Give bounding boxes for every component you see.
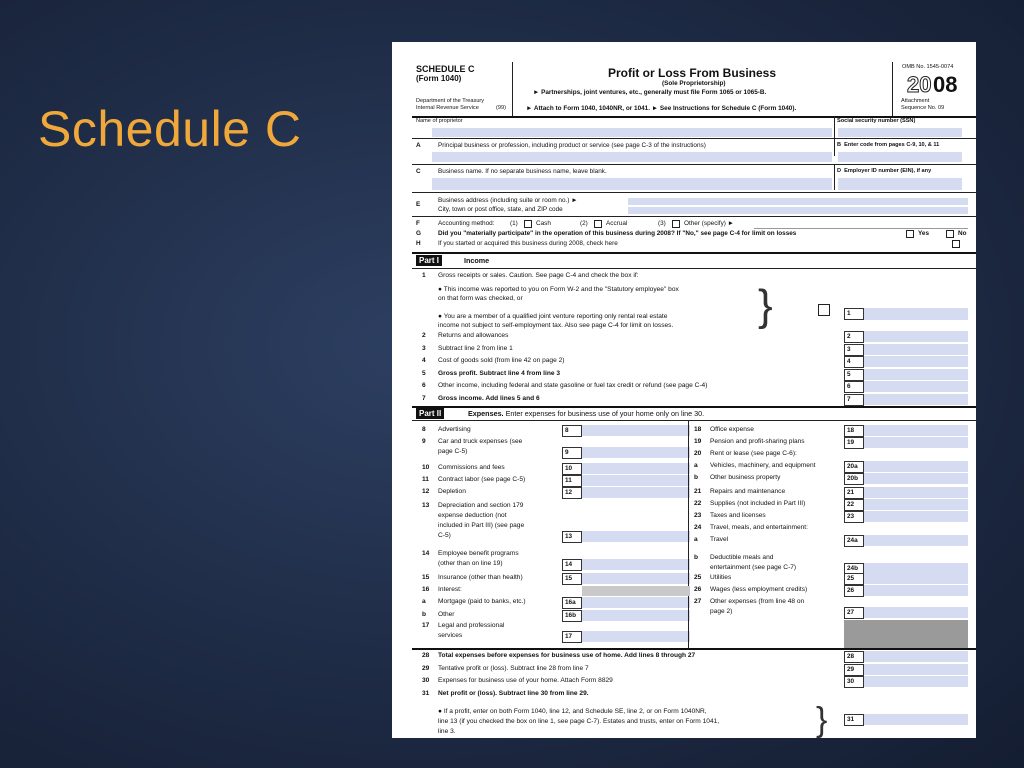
expense-line-text-cont: included in Part III) (see page: [438, 522, 525, 529]
expense-line-text: Repairs and maintenance: [710, 488, 786, 495]
expense-line-box: 12: [562, 487, 582, 499]
form-subtitle: (Sole Proprietorship): [662, 80, 726, 87]
part1-title: Income: [464, 256, 490, 265]
line-1-brace: }: [758, 281, 773, 330]
form-year-bold: 08: [933, 72, 958, 97]
expense-amount-field[interactable]: [582, 559, 690, 570]
expense-line-box: 26: [844, 585, 864, 597]
expense-line-num: b: [422, 611, 427, 618]
line-1-bullet-2b: income not subject to self-employment tax. Also see page C-4 for limit on losses.: [438, 322, 674, 329]
expense-line-num: 27: [694, 598, 702, 605]
address-field[interactable]: [628, 198, 968, 205]
expense-amount-field[interactable]: [864, 573, 968, 584]
expense-amount-field[interactable]: [582, 425, 690, 436]
expense-amount-field[interactable]: [864, 437, 968, 448]
expense-line-num: 24: [694, 524, 702, 531]
line-1-num: 1: [422, 272, 426, 279]
expense-amount-field[interactable]: [582, 610, 690, 621]
expense-line-text: Employee benefit programs: [438, 550, 519, 557]
line-1-amount[interactable]: [864, 308, 968, 320]
line-1-bullet-1b: on that form was checked, or: [438, 295, 523, 302]
schedule-c-form-image: [392, 42, 976, 738]
line-1-text: Gross receipts or sales. Caution. See page C-4 and check the box if:: [438, 272, 639, 279]
total-line-box: 28: [844, 651, 864, 663]
form-irs-code: (99): [496, 105, 506, 111]
line-a-text: Principal business or profession, including product or service (see page C-3 of the instructions): [438, 142, 706, 149]
line-box: 6: [844, 381, 864, 393]
form-note-1: ► Partnerships, joint ventures, etc., generally must file Form 1065 or 1065-B.: [533, 89, 767, 96]
total-line-num: 31: [422, 690, 430, 697]
line-text: Other income, including federal and state gasoline or fuel tax credit or refund (see page C-4): [438, 382, 708, 389]
form-schedule-name: SCHEDULE C: [416, 64, 475, 74]
expense-line-text: Other expenses (from line 48 on: [710, 598, 805, 605]
expense-amount-field[interactable]: [582, 597, 690, 608]
line-box: 5: [844, 369, 864, 381]
g-yes-label: Yes: [918, 230, 930, 237]
participate-yes-checkbox[interactable]: [906, 230, 914, 238]
expense-line-text: Other business property: [710, 474, 781, 481]
total-line-num: 29: [422, 665, 430, 672]
line-d-text: D Employer ID number (EIN), if any: [837, 168, 932, 174]
expense-line-num: 26: [694, 586, 702, 593]
expense-line-box: 8: [562, 425, 582, 437]
form-title: Profit or Loss From Business: [608, 66, 777, 80]
expense-amount-field[interactable]: [864, 535, 968, 546]
ssn-field[interactable]: [838, 128, 962, 137]
expense-line-text: Deductible meals and: [710, 554, 774, 561]
expense-line-num: a: [694, 536, 698, 543]
expense-line-num: 20: [694, 450, 702, 457]
ein-field[interactable]: [838, 178, 962, 190]
line-31-bullet-3: line 3.: [438, 728, 456, 735]
line-f-text: Accounting method:: [438, 220, 495, 227]
expense-line-box: 27: [844, 607, 864, 619]
expense-line-text-cont: services: [438, 632, 463, 639]
expense-line-text: Taxes and licenses: [710, 512, 766, 519]
line-box: 7: [844, 394, 864, 406]
total-line-text: Expenses for business use of your home. Attach Form 8829: [438, 677, 613, 684]
name-label: Name of proprietor: [416, 118, 463, 124]
part2-label: Part II: [416, 408, 444, 419]
form-irs: Internal Revenue Service: [416, 105, 479, 111]
expense-line-text: Contract labor (see page C-5): [438, 476, 526, 483]
expense-line-text: Rent or lease (see page C-6):: [710, 450, 797, 457]
form-dept: Department of the Treasury: [416, 98, 485, 104]
form-sequence: Sequence No. 09: [901, 105, 945, 111]
expense-line-text: Legal and professional: [438, 622, 505, 629]
total-line-num: 30: [422, 677, 430, 684]
expense-line-num: 17: [422, 622, 430, 629]
f-opt3-label: (3): [658, 220, 666, 227]
expense-line-box: 16b: [562, 610, 582, 622]
cash-checkbox[interactable]: [524, 220, 532, 228]
business-code-field[interactable]: [838, 152, 962, 162]
expense-line-box: 21: [844, 487, 864, 499]
expense-line-num: 18: [694, 426, 702, 433]
expense-line-box: 14: [562, 559, 582, 571]
expense-amount-field[interactable]: [864, 461, 968, 472]
part2-divider: [688, 420, 689, 648]
expense-line-box: 24a: [844, 535, 864, 547]
expense-line-num: 15: [422, 574, 430, 581]
line-num: 7: [422, 394, 426, 402]
participate-no-checkbox[interactable]: [946, 230, 954, 238]
accrual-label: Accrual: [606, 220, 628, 227]
line-h-letter: H: [416, 240, 421, 247]
line-num: 3: [422, 344, 426, 352]
expense-amount-field[interactable]: [582, 463, 690, 474]
line-a-letter: A: [416, 142, 421, 149]
line-num: 5: [422, 369, 426, 377]
line-text: Gross income. Add lines 5 and 6: [438, 394, 540, 402]
expense-line-text: Pension and profit-sharing plans: [710, 438, 805, 445]
expense-line-text: Depreciation and section 179: [438, 502, 524, 509]
expense-line-text: Travel: [710, 536, 729, 543]
line-amount-field[interactable]: [864, 344, 968, 355]
expense-line-box: 20b: [844, 473, 864, 485]
expense-line-text: Depletion: [438, 488, 466, 495]
expense-line-num: 13: [422, 502, 430, 509]
expense-line-text-cont: (other than on line 19): [438, 560, 503, 567]
total-line-num: 28: [422, 652, 430, 659]
line-g-text: Did you "materially participate" in the operation of this business during 2008? If "No," see page C-4 for limit on losses: [438, 230, 797, 237]
shaded-block: [582, 586, 690, 596]
expense-line-box: 22: [844, 499, 864, 511]
expense-line-num: a: [694, 462, 698, 469]
line-h-text: If you started or acquired this business during 2008, check here: [438, 240, 618, 247]
line-g-letter: G: [416, 230, 421, 237]
expense-line-box: 13: [562, 531, 582, 543]
expense-line-text: Travel, meals, and entertainment:: [710, 524, 808, 531]
expense-line-text-cont: C-5): [438, 532, 451, 539]
expense-line-box: 23: [844, 511, 864, 523]
expense-line-text: Interest:: [438, 586, 462, 593]
total-amount-field[interactable]: [864, 676, 968, 687]
line-num: 4: [422, 357, 426, 364]
expense-amount-field[interactable]: [864, 425, 968, 436]
expense-line-text: Insurance (other than health): [438, 574, 523, 581]
total-amount-field[interactable]: [864, 664, 968, 675]
expense-line-num: 12: [422, 488, 430, 495]
started-business-checkbox[interactable]: [952, 240, 960, 248]
total-line-text: Total expenses before expenses for business use of home. Add lines 8 through 27: [438, 652, 696, 659]
line-box: 3: [844, 344, 864, 356]
expense-line-num: 25: [694, 574, 702, 581]
expense-line-num: b: [694, 474, 699, 481]
expense-line-text: Office expense: [710, 426, 754, 433]
total-amount-field[interactable]: [864, 714, 968, 725]
expense-line-num: 16: [422, 586, 430, 593]
line-31-brace: }: [816, 701, 828, 738]
cash-label: Cash: [536, 220, 551, 227]
expense-amount-field[interactable]: [864, 511, 968, 522]
expense-line-text: Car and truck expenses (see: [438, 438, 523, 445]
line-num: 6: [422, 382, 426, 389]
expense-line-num: 14: [422, 550, 430, 557]
form-omb: OMB No. 1545-0074: [902, 64, 954, 70]
expense-line-box: 11: [562, 475, 582, 487]
total-line-box: 29: [844, 664, 864, 676]
line-text: Subtract line 2 from line 1: [438, 344, 513, 352]
expense-line-text: Other: [438, 611, 455, 618]
shaded-block: [844, 620, 968, 648]
expense-line-num: 19: [694, 438, 702, 445]
line-c-letter: C: [416, 168, 421, 175]
line-f-letter: F: [416, 220, 420, 227]
line-num: 2: [422, 332, 426, 339]
expense-line-text-cont: page C-5): [438, 448, 468, 455]
expense-line-box: 17: [562, 631, 582, 643]
expense-amount-field[interactable]: [864, 487, 968, 498]
line-31-bullet-1: ● If a profit, enter on both Form 1040, line 12, and Schedule SE, line 2, or on Form 1040NR,: [438, 708, 707, 715]
expense-line-num: 11: [422, 476, 429, 483]
expense-line-box: 24b: [844, 563, 864, 575]
expense-line-text-cont: entertainment (see page C-7): [710, 564, 797, 571]
line-amount-field[interactable]: [864, 369, 968, 380]
expense-line-text-cont: expense deduction (not: [438, 512, 507, 519]
expense-amount-field[interactable]: [582, 631, 690, 642]
line-1-bullet-2a: ● You are a member of a qualified joint venture reporting only rental real estate: [438, 313, 668, 320]
expense-amount-field[interactable]: [582, 475, 690, 486]
expense-line-text: Commissions and fees: [438, 464, 505, 471]
expense-line-box: 9: [562, 447, 582, 459]
line-text: Cost of goods sold (from line 42 on page 2): [438, 357, 565, 364]
expense-line-num: 9: [422, 438, 426, 445]
line-e-letter: E: [416, 201, 421, 208]
line-box: 2: [844, 331, 864, 343]
total-amount-field[interactable]: [864, 651, 968, 662]
form-attachment: Attachment: [901, 98, 930, 104]
expense-line-box: 19: [844, 437, 864, 449]
part1-label: Part I: [416, 255, 442, 266]
line-amount-field[interactable]: [864, 381, 968, 392]
line-b-text: B Enter code from pages C-9, 10, & 11: [837, 142, 940, 148]
expense-line-num: 23: [694, 512, 702, 519]
expense-line-box: 15: [562, 573, 582, 585]
principal-business-field[interactable]: [432, 152, 832, 162]
statutory-employee-checkbox[interactable]: [818, 304, 830, 316]
business-name-field[interactable]: [432, 178, 832, 190]
expense-amount-field[interactable]: [582, 531, 690, 542]
line-text: Returns and allowances: [438, 332, 509, 339]
expense-amount-field[interactable]: [582, 447, 690, 458]
expense-line-num: 22: [694, 500, 702, 507]
expense-amount-field[interactable]: [864, 607, 968, 618]
expense-amount-field[interactable]: [864, 499, 968, 510]
total-line-box: 31: [844, 714, 864, 726]
expense-line-num: a: [422, 598, 426, 605]
expense-line-text: Supplies (not included in Part III): [710, 500, 806, 507]
f-opt2-label: (2): [580, 220, 588, 227]
total-line-text: Net profit or (loss). Subtract line 30 from line 29.: [438, 690, 589, 697]
expense-line-text: Mortgage (paid to banks, etc.): [438, 598, 526, 605]
expense-line-text: Wages (less employment credits): [710, 586, 808, 593]
accrual-checkbox[interactable]: [594, 220, 602, 228]
line-amount-field[interactable]: [864, 331, 968, 342]
expense-amount-field[interactable]: [582, 573, 690, 584]
expense-line-box: 20a: [844, 461, 864, 473]
expense-line-num: b: [694, 554, 699, 561]
city-field[interactable]: [628, 207, 968, 214]
line-c-text: Business name. If no separate business name, leave blank.: [438, 168, 607, 175]
expense-line-box: 25: [844, 573, 864, 585]
form-number: (Form 1040): [416, 74, 462, 83]
expense-amount-field[interactable]: [864, 473, 968, 484]
form-year-outline: 20: [907, 72, 932, 97]
line-31-bullet-2: line 13 (if you checked the box on line 1, see page C-7). Estates and trusts, enter on Form 1041,: [438, 718, 720, 725]
expense-line-box: 10: [562, 463, 582, 475]
total-line-box: 30: [844, 676, 864, 688]
expense-amount-field[interactable]: [864, 585, 968, 596]
other-method-checkbox[interactable]: [672, 220, 680, 228]
form-note-2: ► Attach to Form 1040, 1040NR, or 1041. ► See Instructions for Schedule C (Form 1040).: [526, 105, 797, 112]
line-amount-field[interactable]: [864, 394, 968, 405]
expense-line-num: 21: [694, 488, 702, 495]
ssn-label: Social security number (SSN): [837, 118, 916, 124]
line-1-bullet-1a: ● This income was reported to you on Form W-2 and the "Statutory employee" box: [438, 286, 679, 293]
part2-title: Expenses. Enter expenses for business use of your home only on line 30.: [468, 409, 705, 418]
f-opt1-label: (1): [510, 220, 518, 227]
expense-line-text-cont: page 2): [710, 608, 733, 615]
name-field[interactable]: [432, 128, 832, 137]
expense-amount-field[interactable]: [582, 487, 690, 498]
expense-line-num: 10: [422, 464, 430, 471]
slide-title: Schedule C: [38, 101, 302, 157]
expense-line-text: Advertising: [438, 426, 471, 433]
other-method-label: Other (specify) ►: [684, 220, 735, 227]
line-box: 4: [844, 356, 864, 368]
expense-line-box: 16a: [562, 597, 582, 609]
line-e-text-2: City, town or post office, state, and ZIP code: [438, 206, 563, 213]
line-e-text-1: Business address (including suite or room no.) ►: [438, 197, 578, 204]
line-text: Gross profit. Subtract line 4 from line 3: [438, 369, 561, 377]
expense-line-box: 18: [844, 425, 864, 437]
expense-line-text: Vehicles, machinery, and equipment: [710, 462, 816, 469]
expense-line-text: Utilities: [710, 574, 732, 581]
expense-line-num: 8: [422, 426, 426, 433]
line-1-box: 1: [844, 308, 864, 320]
g-no-label: No: [958, 230, 967, 237]
total-line-text: Tentative profit or (loss). Subtract line 28 from line 7: [438, 665, 589, 672]
line-amount-field[interactable]: [864, 356, 968, 367]
